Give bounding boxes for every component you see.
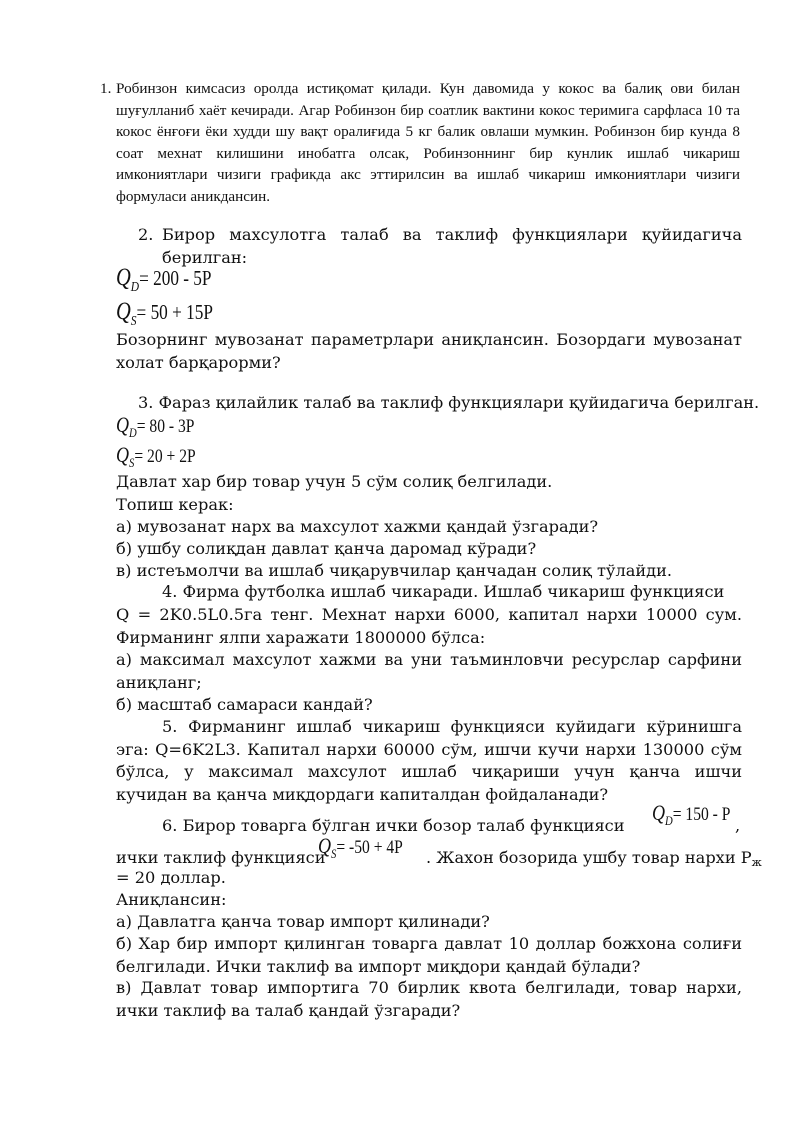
task-5-text: 5. Фирманинг ишлаб чикариш функцияси куйидаги кўринишга эга: Q=6K2L3. Капитал нархи 60000 сўм, ишчи кучи нархи 130000 сўм бўлса, у максимал махсулот ишлаб чиқариши учун қанча ишчи кучидан ва қанча миқдордаги капиталдан фойдаланади?	[116, 717, 742, 804]
task-1-text: Робинзон кимсасиз оролда истиқомат қилади. Кун давомида у кокос ва балиқ ови билан шуғулланиб хаёт кечиради. Агар Робинзон бир соатлик вактини кокос теримига сарфласа 10 та кокос ёнғоғи ёки худди шу вақт оралиғида 5 кг балик овлаши мумкин. Робинзон бир кунда 8 соат мехнат килишини инобатга олсак, Робинзоннинг бир кунлик ишлаб чикариш имкониятлари чизиги графикда акс эттирилсин ва ишлаб чикариш имкониятлари чизиги формуласи аникдансин.	[116, 80, 740, 205]
task-3-heading-text: Фараз қилайлик талаб ва таклиф функциялари қуйидагича берилган.	[158, 393, 760, 412]
task-2-demand-formula: $Q_D= 200 - 5P$	[116, 264, 212, 295]
task-3-supply-formula: $Q_S= 20 + 2P$	[116, 442, 196, 470]
task-3-number: 3.	[138, 393, 154, 412]
task-6-find: Аниқлансин:	[116, 890, 227, 909]
task-3-heading	[138, 392, 764, 415]
task-2-supply-formula: $Q_S= 50 + 15P$	[116, 298, 213, 329]
task-3-item-c: в) истеъмолчи ва ишлаб чиқарувчилар қанчадан солиқ тўлайди.	[116, 561, 673, 580]
task-2-number: 2.	[138, 225, 154, 244]
task-6-comma: ,	[735, 816, 741, 835]
task-6-item-b: б) Хар бир импорт қилинган товарга давлат 10 доллар божхона солиғи белгилади. Ички таклиф ва импорт миқдори қандай бўлади?	[116, 934, 742, 976]
task-2-question: Бозорнинг мувозанат параметрлари аниқлансин. Бозордаги мувозанат холат барқарорми?	[116, 330, 742, 372]
task-6-line-2a: ички таклиф функцияси	[116, 848, 326, 867]
task-6-line-1: 6. Бирор товарга бўлган ички бозор талаб функцияси	[162, 816, 625, 835]
task-6-line-3: = 20 доллар.	[116, 868, 226, 887]
task-3-find: Топиш керак:	[116, 495, 234, 514]
task-4-line-2: Q = 2K0.5L0.5га тенг. Мехнат нархи 6000, капитал нархи 10000 сум. Фирманинг ялпи харажати 1800000 бўлса:	[116, 605, 742, 647]
task-3-item-a: а) мувозанат нарх ва махсулот хажми қандай ўзгаради?	[116, 517, 599, 536]
task-3-item-b: б) ушбу солиқдан давлат қанча даромад кўради?	[116, 539, 537, 558]
task-6-supply-formula: $Q_S= -50 + 4P$	[318, 833, 403, 861]
task-4-item-a: а) максимал махсулот хажми ва уни таъминловчи ресурслар сарфини аниқланг;	[116, 650, 742, 692]
task-1	[100, 78, 740, 207]
task-2-heading-text: Бирор махсулотга талаб ва таклиф функциялари қуйидагича берилган:	[162, 225, 742, 267]
task-6-item-a: а) Давлатга қанча товар импорт қилинади?	[116, 912, 490, 931]
task-6-item-c: в) Давлат товар импортига 70 бирлик квота белгилади, товар нархи, ички таклиф ва талаб қандай ўзгаради?	[116, 978, 742, 1020]
task-6-demand-formula: $Q_D= 150 - P$	[652, 800, 731, 828]
task-3-tax: Давлат хар бир товар учун 5 сўм солиқ белгилади.	[116, 472, 553, 491]
task-3-demand-formula: $Q_D= 80 - 3P$	[116, 412, 195, 440]
task-6-line-2b: . Жахон бозорида ушбу товар нархи Рж	[426, 848, 762, 869]
task-4-line-1: 4. Фирма футболка ишлаб чикаради. Ишлаб чикариш функцияси	[162, 582, 725, 601]
task-1-number: 1.	[100, 80, 112, 97]
task-4-item-b: б) масштаб самараси кандай?	[116, 695, 373, 714]
price-subscript: ж	[751, 856, 762, 869]
